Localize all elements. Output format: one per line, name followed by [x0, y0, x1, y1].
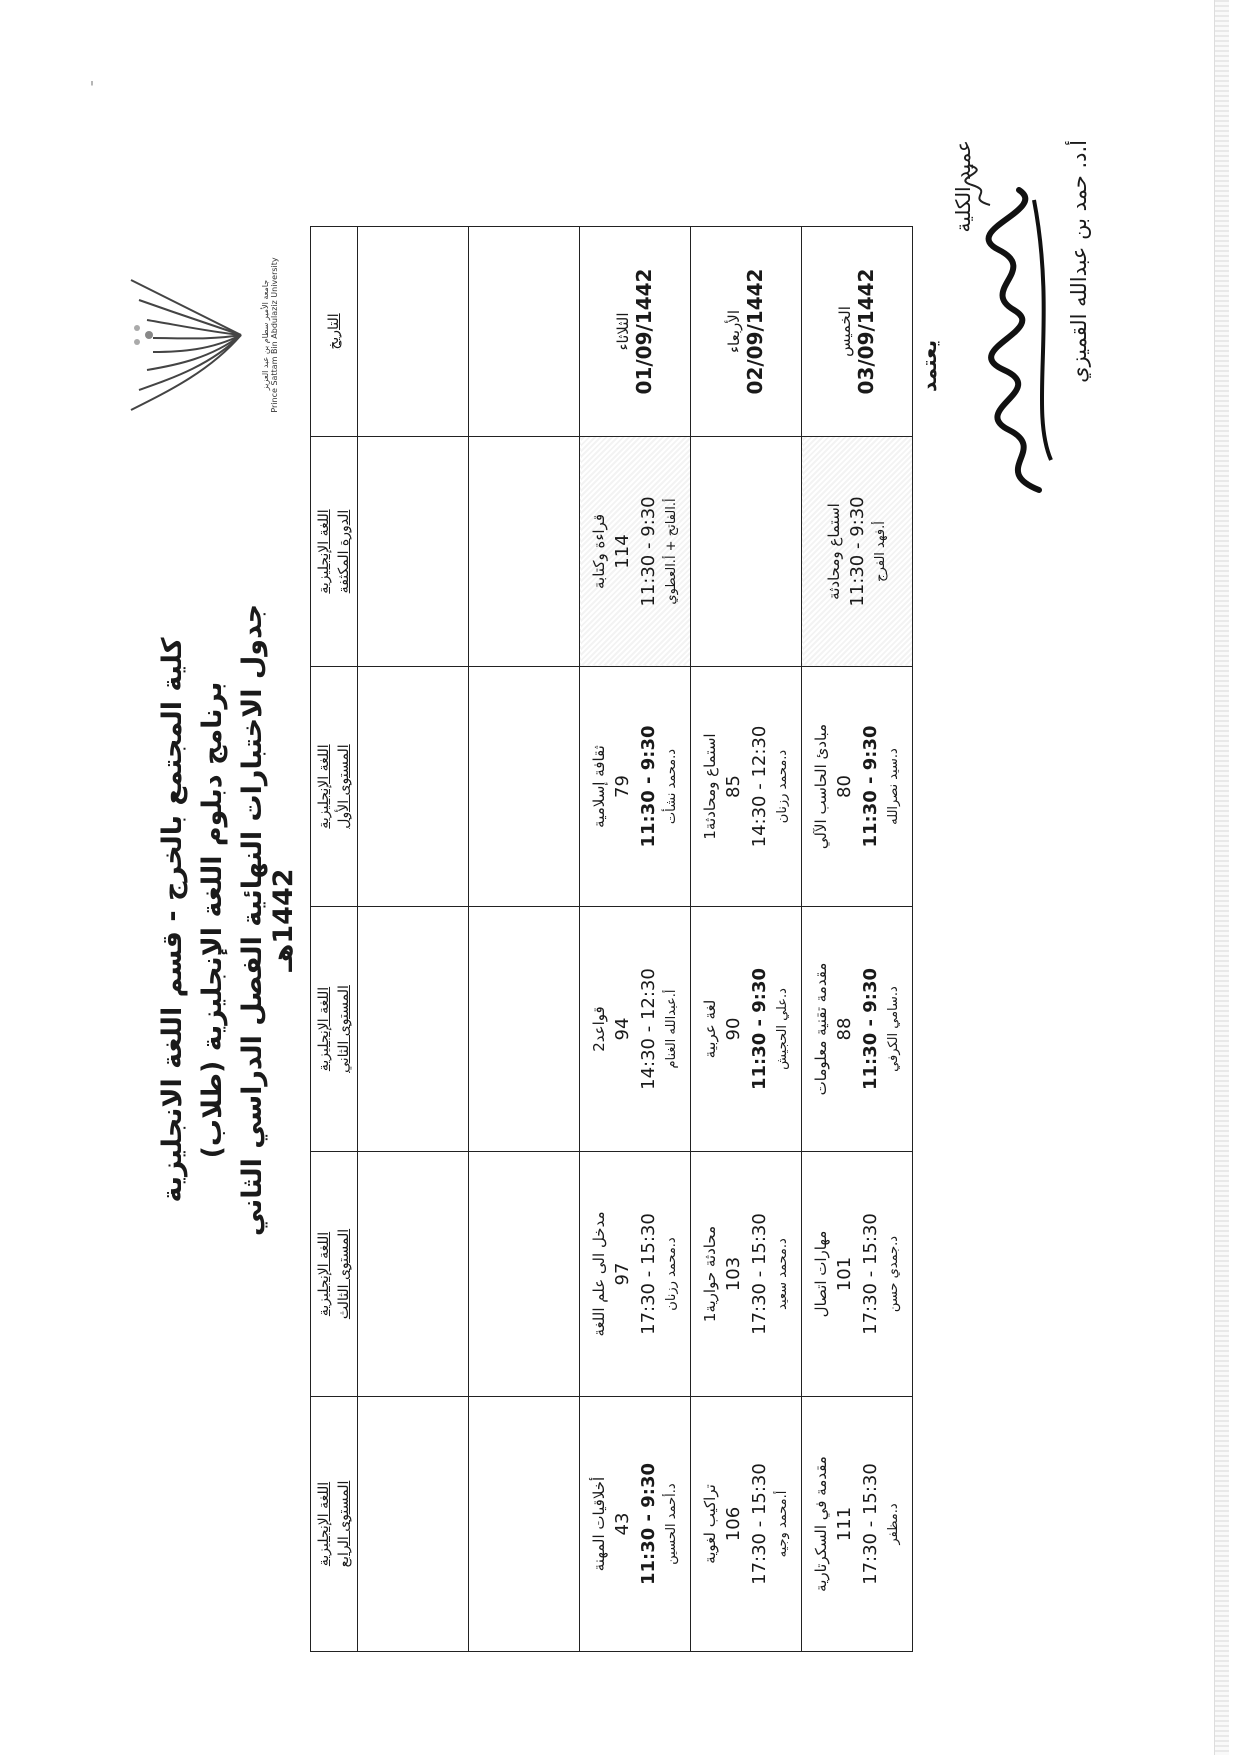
- rotated-document: [105, 140, 1105, 1710]
- exam-cell: ثقافة إسلامية 79 9:30 - 11:30 د.محمد نشأت: [580, 667, 691, 907]
- exam-cell-empty: [691, 437, 802, 667]
- handwritten-signature-icon: [979, 180, 1059, 500]
- logo-name-ar: جامعة الأمير سطام بن عبد العزيز: [261, 279, 270, 391]
- logo-emblem-icon: [111, 220, 261, 450]
- exam-cell: محادثة حوارية1 103 15:30 - 17:30 د.محمد سعيد: [691, 1152, 802, 1397]
- exam-cell: مهارات اتصال 101 15:30 - 17:30 د.جمدي حسن: [802, 1152, 913, 1397]
- university-logo: [111, 220, 281, 450]
- column-header-level1: اللغة الإنجليزية المستوى الأول: [311, 667, 358, 907]
- header-schedule-title: جدول الاختبارات النهائية الفصل الدراسي الثاني 1442هـ: [237, 603, 299, 1237]
- dean-name: أ.د. حمد بن عبدالله القميزي: [1067, 140, 1091, 383]
- header-college-line: كلية المجتمع بالخرج - قسم اللغة الانجليزية: [157, 637, 188, 1203]
- logo-university-name: [261, 220, 279, 450]
- logo-name-en: Prince Sattam Bin Abdulaziz University: [270, 257, 279, 413]
- exam-cell: قراءة وكتابة 114 9:30 - 11:30 أ.الفاتح + أ.العطوي: [580, 437, 691, 667]
- exam-cell: استماع ومحادثة 9:30 - 11:30 أ.فهد الفرج: [802, 437, 913, 667]
- date-cell: الخميس 03/09/1442: [802, 227, 913, 437]
- column-header-level4: اللغة الإنجليزية المستوى الرابع: [311, 1397, 358, 1652]
- table-header-row: [311, 227, 358, 1652]
- table-row: [691, 227, 802, 1652]
- exam-cell: لغة عربية 90 9:30 - 11:30 د.علي الحجيش: [691, 907, 802, 1152]
- exam-cell: استماع ومحادثة1 85 12:30 - 14:30 د.محمد رزنان: [691, 667, 802, 907]
- exam-cell: مقدمة تقنية معلومات 88 9:30 - 11:30 د.سامي الكرفي: [802, 907, 913, 1152]
- exam-cell: قواعد2 94 12:30 - 14:30 أ.عبدالله الغنام: [580, 907, 691, 1152]
- exam-cell: أخلاقيات المهنة 43 9:30 - 11:30 د.أحمد الحسين: [580, 1397, 691, 1652]
- approval-label: يعتمد: [917, 340, 941, 392]
- dean-role: عميد الكلية: [951, 140, 975, 233]
- exam-cell: مدخل الى علم اللغة 97 15:30 - 17:30 د.محمد رزنان: [580, 1152, 691, 1397]
- column-header-level3: اللغة الإنجليزية المستوى الثالث: [311, 1152, 358, 1397]
- initials-mark-icon: [960, 160, 1000, 210]
- date-cell: الثلاثاء 01/09/1442: [580, 227, 691, 437]
- scan-edge-strip: [1214, 0, 1229, 1755]
- table-row: [802, 227, 913, 1652]
- table-row: [469, 227, 580, 1652]
- exam-cell: مبادئ الحاسب الآلي 80 9:30 - 11:30 د.سيد نصرالله: [802, 667, 913, 907]
- date-cell: الأربعاء 02/09/1442: [691, 227, 802, 437]
- table-row: [358, 227, 469, 1652]
- header-program-line: برنامج دبلوم اللغة الإنجليزية (طلاب): [197, 681, 228, 1159]
- date-column-header: التاريخ: [311, 227, 358, 437]
- exam-cell: تراكيب لغوية 106 15:30 - 17:30 أ.محمد وجيه: [691, 1397, 802, 1652]
- column-header-level2: اللغة الإنجليزية المستوى الثاني: [311, 907, 358, 1152]
- exam-schedule-table: [310, 226, 913, 1652]
- column-header-intensive: اللغة الإنجليزية الدورة المكثفة: [311, 437, 358, 667]
- exam-cell: مقدمة في السكرتارية 111 15:30 - 17:30 د.مظفر: [802, 1397, 913, 1652]
- table-row: [580, 227, 691, 1652]
